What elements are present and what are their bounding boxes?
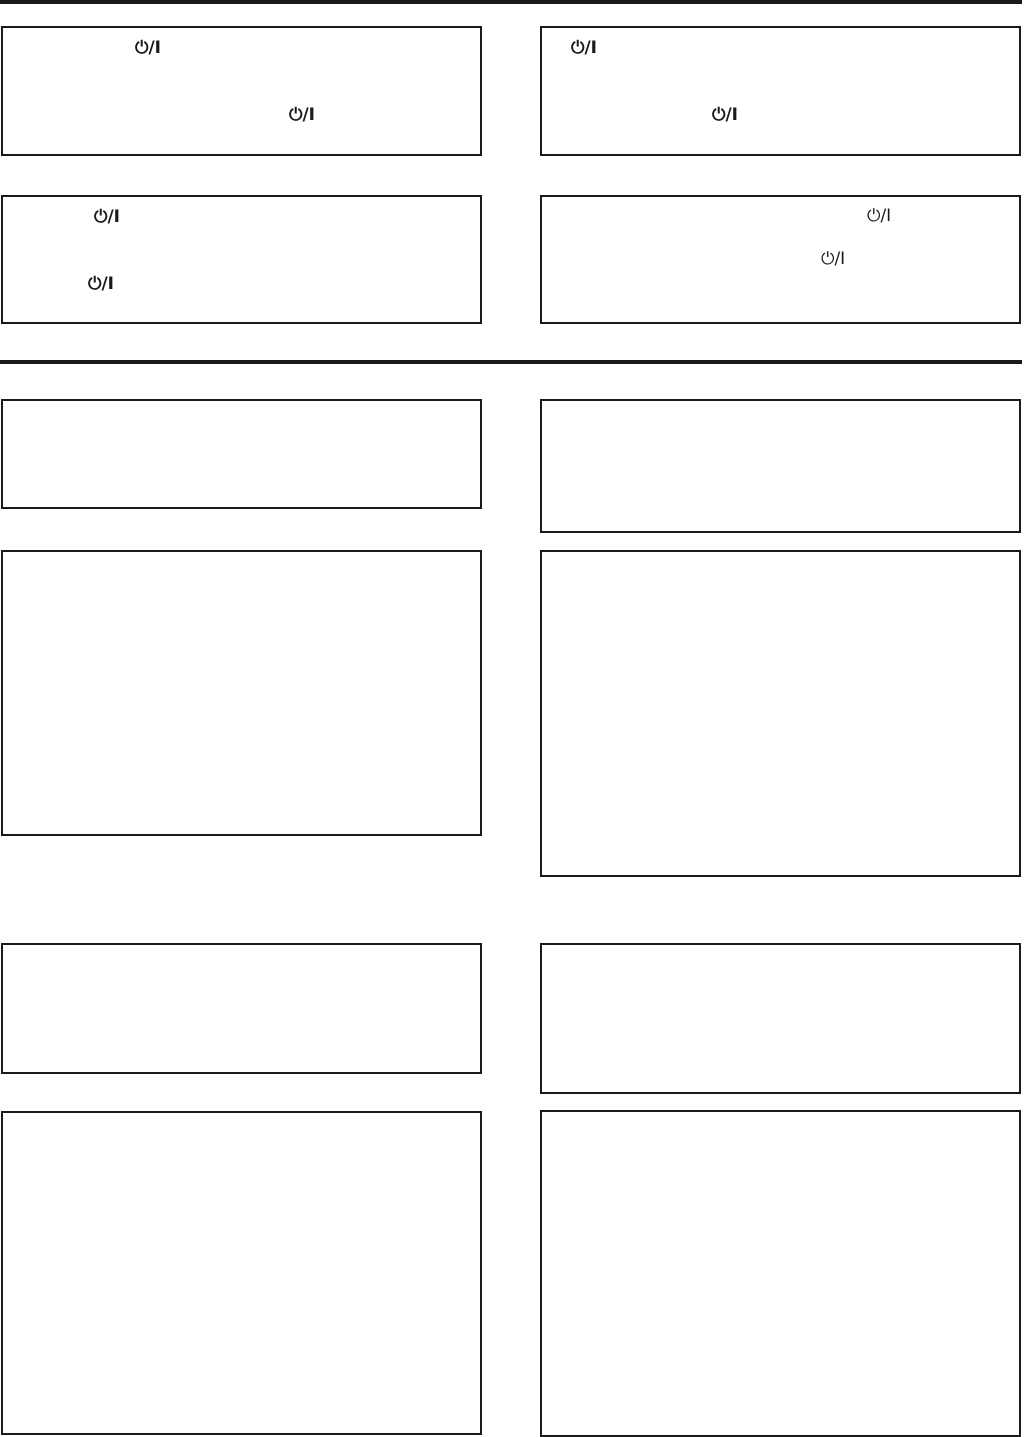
empty-box-2: [540, 399, 1021, 533]
empty-box-3: [1, 550, 482, 836]
power-box-mid-right: [540, 195, 1021, 324]
empty-box-7: [1, 1111, 482, 1435]
power-box-top-left: [1, 26, 482, 156]
top-rule: [0, 0, 1022, 4]
empty-box-8: [540, 1110, 1021, 1437]
power-standby-icon: ⏻/I: [571, 38, 597, 58]
empty-box-1: [1, 399, 482, 509]
empty-box-5: [1, 943, 482, 1074]
power-standby-icon: ⏻/I: [821, 249, 846, 269]
section-divider: [0, 360, 1022, 364]
power-standby-icon: ⏻/I: [289, 105, 315, 125]
power-box-top-right: [540, 26, 1021, 156]
power-standby-icon: ⏻/I: [135, 38, 161, 58]
empty-box-4: [540, 550, 1021, 877]
empty-box-6: [540, 943, 1021, 1094]
power-standby-icon: ⏻/I: [94, 207, 120, 227]
power-standby-icon: ⏻/I: [88, 274, 114, 294]
power-standby-icon: ⏻/I: [712, 105, 738, 125]
power-box-mid-left: [1, 195, 482, 324]
power-standby-icon: ⏻/I: [867, 206, 892, 226]
